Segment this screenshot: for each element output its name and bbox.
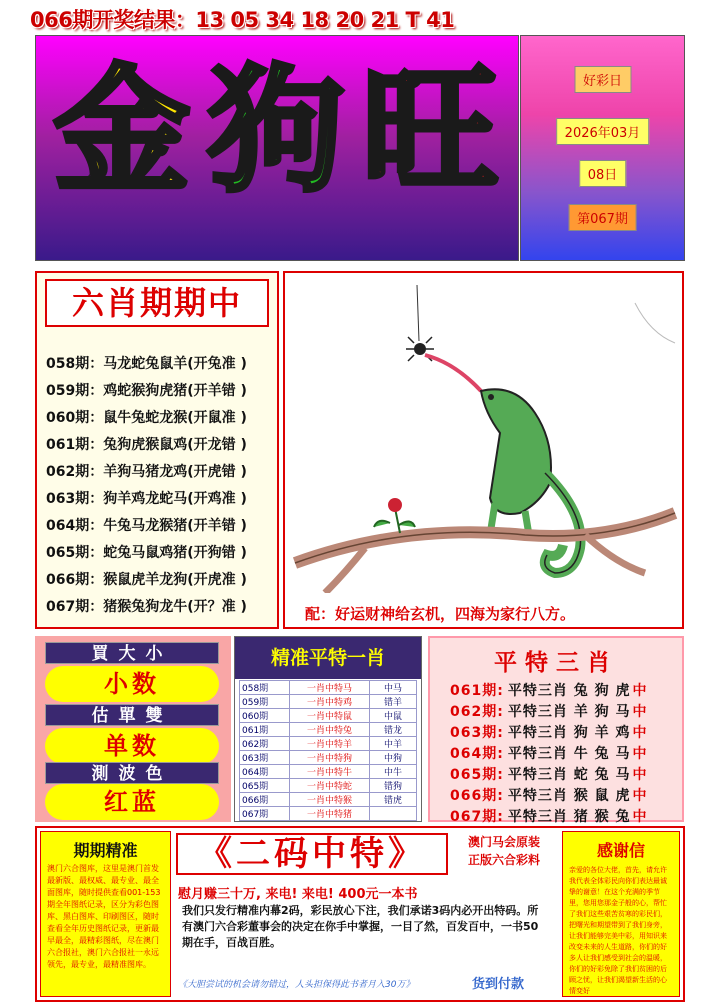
row-zodiacs: 平特三肖 狗 羊 鸡 xyxy=(507,725,631,741)
row-hit-mark: 中 xyxy=(632,725,648,741)
row-zodiacs: 平特三肖 羊 狗 马 xyxy=(507,704,631,720)
prediction-cell: 一肖中特狗 xyxy=(290,751,370,765)
period-cell: 061期 xyxy=(240,723,290,737)
six-zodiac-title: 六肖期期中 xyxy=(45,279,269,327)
left-ad-text: 澳门六合图库，这里是澳门首发最新版、最权威、最专业、最全面图库，随时提供查看001-153期全年图纸记录，区分为彩色图库、黑白图库、印刷图区，随时查看全年历史图纸记录，更新最早最全，最精彩图纸，尽在澳门六合报社，澳门六合报社一永远领先，最专业，最精准图库。 xyxy=(47,864,161,969)
size-value: 小数 xyxy=(45,666,219,702)
three-zodiac-row xyxy=(450,680,647,700)
six-zodiac-row: 062期：羊狗马猪龙鸡(开虎错 ) xyxy=(46,464,247,480)
row-hit-mark: 中 xyxy=(632,704,648,720)
six-zodiac-panel xyxy=(35,271,279,629)
size-label: 買大小 xyxy=(45,642,219,664)
six-zodiac-row: 065期：蛇兔马鼠鸡猪(开狗错 ) xyxy=(46,545,247,561)
center-ad-box xyxy=(174,831,559,997)
six-zodiac-row: 067期：猪猴兔狗龙牛(开？准 ) xyxy=(46,599,247,615)
color-value: 红蓝 xyxy=(45,784,219,820)
period-cell: 067期 xyxy=(240,807,290,821)
three-zodiac-row xyxy=(450,764,647,784)
slogan-chip: 好彩日 xyxy=(574,66,631,93)
parity-value: 单数 xyxy=(45,728,219,764)
issue-chip: 第067期 xyxy=(568,204,637,231)
three-zodiac-row xyxy=(450,743,647,763)
row-hit-mark: 中 xyxy=(632,683,648,699)
six-zodiac-row: 061期：兔狗虎猴鼠鸡(开龙错 ) xyxy=(46,437,247,453)
masthead xyxy=(35,35,519,261)
three-zodiac-box xyxy=(428,636,684,825)
row-period: 064期: xyxy=(450,746,504,762)
period-cell: 060期 xyxy=(240,709,290,723)
prediction-cell: 一肖中特鼠 xyxy=(290,709,370,723)
period-cell: 062期 xyxy=(240,737,290,751)
thanks-letter-box xyxy=(562,831,680,997)
result-cell xyxy=(370,807,417,821)
year-month-chip: 2026年03月 xyxy=(556,118,650,145)
prediction-cell: 一肖中特马 xyxy=(290,681,370,695)
side-line: 正版六合彩料 xyxy=(467,853,540,867)
six-zodiac-row: 063期：狗羊鸡龙蛇马(开鸡准 ) xyxy=(46,491,247,507)
promo-footer: 《大胆尝试的机会请勿错过，人头担保得此书者月入30万》 xyxy=(178,980,415,990)
size-parity-color-box xyxy=(35,636,231,822)
three-zodiac-title: 平特三肖 xyxy=(494,650,618,676)
row-period: 066期: xyxy=(450,788,504,804)
prediction-cell: 一肖中特猴 xyxy=(290,793,370,807)
result-cell: 中马 xyxy=(370,681,417,695)
prediction-cell: 一肖中特蛇 xyxy=(290,779,370,793)
six-zodiac-row: 060期：鼠牛兔蛇龙猴(开鼠准 ) xyxy=(46,410,247,426)
result-cell: 中羊 xyxy=(370,737,417,751)
one-zodiac-row xyxy=(240,681,417,695)
row-zodiacs: 平特三肖 蛇 兔 马 xyxy=(507,767,631,783)
banner-side-text xyxy=(452,833,556,869)
one-zodiac-row xyxy=(240,765,417,779)
three-zodiac-row xyxy=(450,722,647,742)
bottom-ad-panel xyxy=(35,826,685,1002)
row-zodiacs: 平特三肖 兔 狗 虎 xyxy=(507,683,631,699)
result-cell: 错虎 xyxy=(370,793,417,807)
one-zodiac-row xyxy=(240,793,417,807)
row-period: 063期: xyxy=(450,725,504,741)
cod-label: 货到付款 xyxy=(472,977,525,992)
prediction-cell: 一肖中特羊 xyxy=(290,737,370,751)
title-char-3: 旺 xyxy=(362,53,498,211)
period-cell: 066期 xyxy=(240,793,290,807)
period-cell: 058期 xyxy=(240,681,290,695)
six-zodiac-row: 066期：猴鼠虎羊龙狗(开虎准 ) xyxy=(46,572,247,588)
six-zodiac-row: 058期：马龙蛇兔鼠羊(开兔准 ) xyxy=(46,356,247,372)
day-chip: 08日 xyxy=(579,160,627,187)
period-cell: 063期 xyxy=(240,751,290,765)
promo-red-line: 慰月赚三十万, 来电! 来电! 400元一本书 xyxy=(178,887,418,902)
side-line: 澳门马会原装 xyxy=(467,835,540,849)
title-char-1: 金 xyxy=(54,53,190,211)
period-cell: 059期 xyxy=(240,695,290,709)
row-period: 061期: xyxy=(450,683,504,699)
thanks-title: 感谢信 xyxy=(596,841,645,860)
row-zodiacs: 平特三肖 猪 猴 兔 xyxy=(507,809,631,825)
prediction-cell: 一肖中特鸡 xyxy=(290,695,370,709)
period-cell: 065期 xyxy=(240,779,290,793)
row-hit-mark: 中 xyxy=(632,788,648,804)
row-zodiacs: 平特三肖 猴 鼠 虎 xyxy=(507,788,631,804)
row-hit-mark: 中 xyxy=(632,809,648,825)
prediction-cell: 一肖中特牛 xyxy=(290,765,370,779)
six-zodiac-row: 059期：鸡蛇猴狗虎猪(开羊错 ) xyxy=(46,383,247,399)
illustration-caption: 配：好运财神给玄机，四海为家行八方。 xyxy=(305,605,576,623)
one-zodiac-title: 精准平特一肖 xyxy=(235,637,421,679)
one-zodiac-row xyxy=(240,709,417,723)
period-cell: 064期 xyxy=(240,765,290,779)
result-cell: 中鼠 xyxy=(370,709,417,723)
row-period: 065期: xyxy=(450,767,504,783)
one-zodiac-box xyxy=(234,636,422,822)
two-code-banner: 《二码中特》 xyxy=(176,833,448,875)
one-zodiac-table xyxy=(239,680,417,821)
parity-label: 估單雙 xyxy=(45,704,219,726)
one-zodiac-row xyxy=(240,723,417,737)
row-hit-mark: 中 xyxy=(632,767,648,783)
row-zodiacs: 平特三肖 牛 兔 马 xyxy=(507,746,631,762)
one-zodiac-row xyxy=(240,779,417,793)
promo-body: 我们只发行精准内幕2码，彩民放心下注，我们承诺3码内必开出特码。所有澳门六合彩董事会的决定在你手中掌握，一目了然，百发百中，一书50期在手，百战百胜。 xyxy=(182,904,539,949)
result-cell: 错龙 xyxy=(370,723,417,737)
last-draw-result: 066期开奖结果：13 05 34 18 20 21 T 41 xyxy=(30,8,455,32)
result-cell: 错羊 xyxy=(370,695,417,709)
result-cell: 中牛 xyxy=(370,765,417,779)
row-period: 067期: xyxy=(450,809,504,825)
title-char-2: 狗 xyxy=(208,53,344,211)
thanks-text: 亲爱的各位大佬，首先，请允许我代表全体彩民向你们表达最诚挚的谢意！在这个充满的季节里，您用您那金子般的心，帮忙了我们这些艰苦贫寒的彩民们，把曙光和期望带到了我们身旁，让我们能够完美中彩，用知识来改变未来的人生道路，你们的好多人让我们感受到社会的温暖，你们的好彩免除了我们贫困的后顾之忧，让我们渴望新生活的心情变好 xyxy=(569,866,667,995)
color-label: 測波色 xyxy=(45,762,219,784)
six-zodiac-row: 064期：牛兔马龙猴猪(开羊错 ) xyxy=(46,518,247,534)
left-ad-title: 期期精准 xyxy=(73,841,138,860)
prediction-cell: 一肖中特猪 xyxy=(290,807,370,821)
result-cell: 错狗 xyxy=(370,779,417,793)
one-zodiac-row xyxy=(240,695,417,709)
one-zodiac-row xyxy=(240,737,417,751)
left-ad-box xyxy=(40,831,171,997)
illustration-panel xyxy=(283,271,684,629)
one-zodiac-row xyxy=(240,751,417,765)
result-cell: 中狗 xyxy=(370,751,417,765)
chameleon-illustration xyxy=(285,273,682,593)
prediction-cell: 一肖中特兔 xyxy=(290,723,370,737)
row-period: 062期: xyxy=(450,704,504,720)
three-zodiac-row xyxy=(450,701,647,721)
three-zodiac-row xyxy=(450,806,647,826)
three-zodiac-row xyxy=(450,785,647,805)
one-zodiac-row xyxy=(240,807,417,821)
row-hit-mark: 中 xyxy=(632,746,648,762)
date-panel xyxy=(520,35,685,261)
